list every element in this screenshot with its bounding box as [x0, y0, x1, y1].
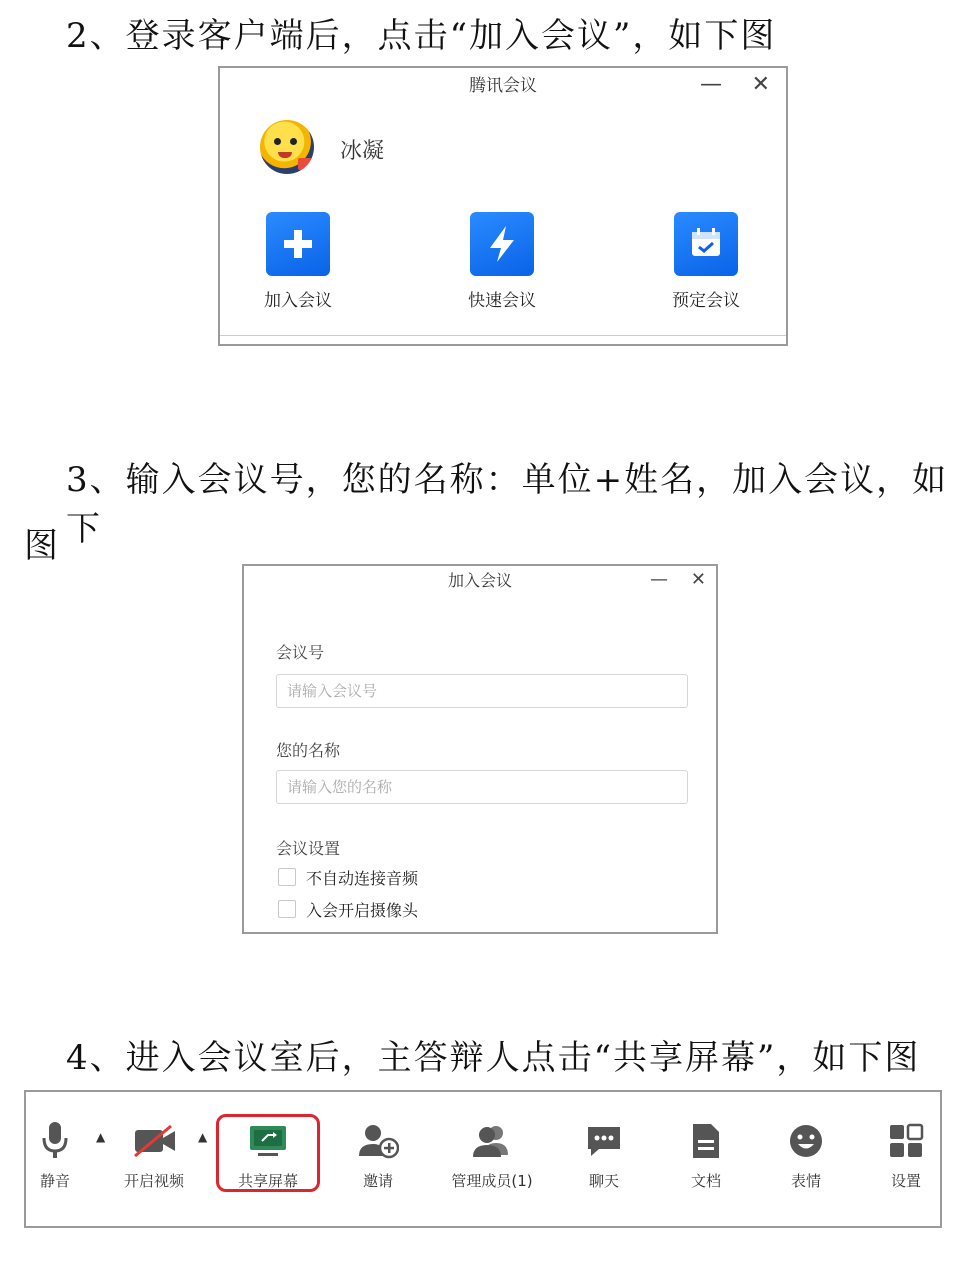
video-off-icon — [122, 1120, 186, 1162]
video-options-arrow[interactable]: ▲ — [198, 1130, 208, 1144]
step-3-text: 3、输入会议号，您的名称：单位+姓名，加入会议，如下 — [66, 460, 949, 549]
document-label: 文档 — [690, 1172, 721, 1190]
audio-options-arrow[interactable]: ▲ — [96, 1130, 106, 1144]
plus-icon — [266, 212, 330, 276]
emoji-button[interactable] — [782, 1120, 830, 1191]
close-button[interactable]: ✕ — [751, 72, 770, 97]
name-input[interactable]: 请输入您的名称 — [276, 770, 688, 804]
minimize-button[interactable]: — — [700, 72, 722, 97]
join-meeting-window — [242, 564, 718, 934]
emoji-icon — [782, 1120, 830, 1162]
chat-button[interactable] — [580, 1120, 628, 1191]
auto-audio-label: 不自动连接音频 — [306, 869, 419, 888]
invite-icon — [354, 1120, 402, 1162]
minimize-button[interactable]: — — [650, 569, 668, 590]
close-button[interactable]: ✕ — [690, 569, 706, 590]
lightning-icon — [470, 212, 534, 276]
emoji-label: 表情 — [790, 1172, 821, 1190]
meeting-id-input[interactable]: 请输入会议号 — [276, 674, 688, 708]
step-2-text: 2、登录客户端后，点击“加入会议”，如下图 — [66, 16, 777, 56]
camera-on-checkbox[interactable] — [278, 900, 296, 918]
share-screen-icon — [226, 1120, 310, 1162]
settings-button[interactable] — [882, 1120, 930, 1191]
step-4-text: 4、进入会议室后，主答辩人点击“共享屏幕”，如下图 — [66, 1038, 921, 1078]
manage-members-button[interactable] — [450, 1120, 534, 1191]
start-video-label: 开启视频 — [123, 1172, 184, 1190]
settings-icon — [882, 1120, 930, 1162]
quick-meeting-button[interactable] — [442, 212, 562, 311]
schedule-meeting-button[interactable] — [646, 212, 766, 311]
divider — [220, 335, 786, 336]
chat-label: 聊天 — [588, 1172, 619, 1190]
step-3-text-cont: 图 — [24, 526, 60, 566]
join-meeting-button[interactable] — [238, 212, 358, 311]
invite-label: 邀请 — [362, 1172, 393, 1190]
join-meeting-label: 加入会议 — [264, 291, 332, 311]
avatar[interactable] — [260, 120, 314, 174]
settings-label: 设置 — [890, 1172, 921, 1190]
meeting-settings-label: 会议设置 — [276, 839, 341, 858]
document-button[interactable] — [682, 1120, 730, 1191]
meeting-toolbar — [24, 1090, 942, 1228]
meeting-id-label: 会议号 — [276, 643, 325, 662]
camera-on-label: 入会开启摄像头 — [306, 901, 419, 920]
members-icon — [450, 1120, 534, 1162]
share-screen-label: 共享屏幕 — [237, 1172, 298, 1190]
document-icon — [682, 1120, 730, 1162]
microphone-icon — [34, 1120, 76, 1162]
start-video-button[interactable] — [122, 1120, 186, 1191]
mute-label: 静音 — [39, 1172, 70, 1190]
mute-button[interactable] — [34, 1120, 76, 1191]
chat-icon — [580, 1120, 628, 1162]
name-label: 您的名称 — [276, 741, 341, 760]
manage-members-label: 管理成员(1) — [451, 1172, 533, 1190]
auto-audio-checkbox[interactable] — [278, 868, 296, 886]
share-screen-button[interactable] — [226, 1120, 310, 1191]
schedule-meeting-label: 预定会议 — [672, 291, 740, 311]
invite-button[interactable] — [354, 1120, 402, 1191]
user-name: 冰凝 — [340, 139, 385, 164]
window-title: 加入会议 — [447, 571, 512, 590]
tencent-meeting-main-window — [218, 66, 788, 346]
calendar-icon — [674, 212, 738, 276]
quick-meeting-label: 快速会议 — [468, 291, 536, 311]
window-title: 腾讯会议 — [469, 76, 537, 96]
